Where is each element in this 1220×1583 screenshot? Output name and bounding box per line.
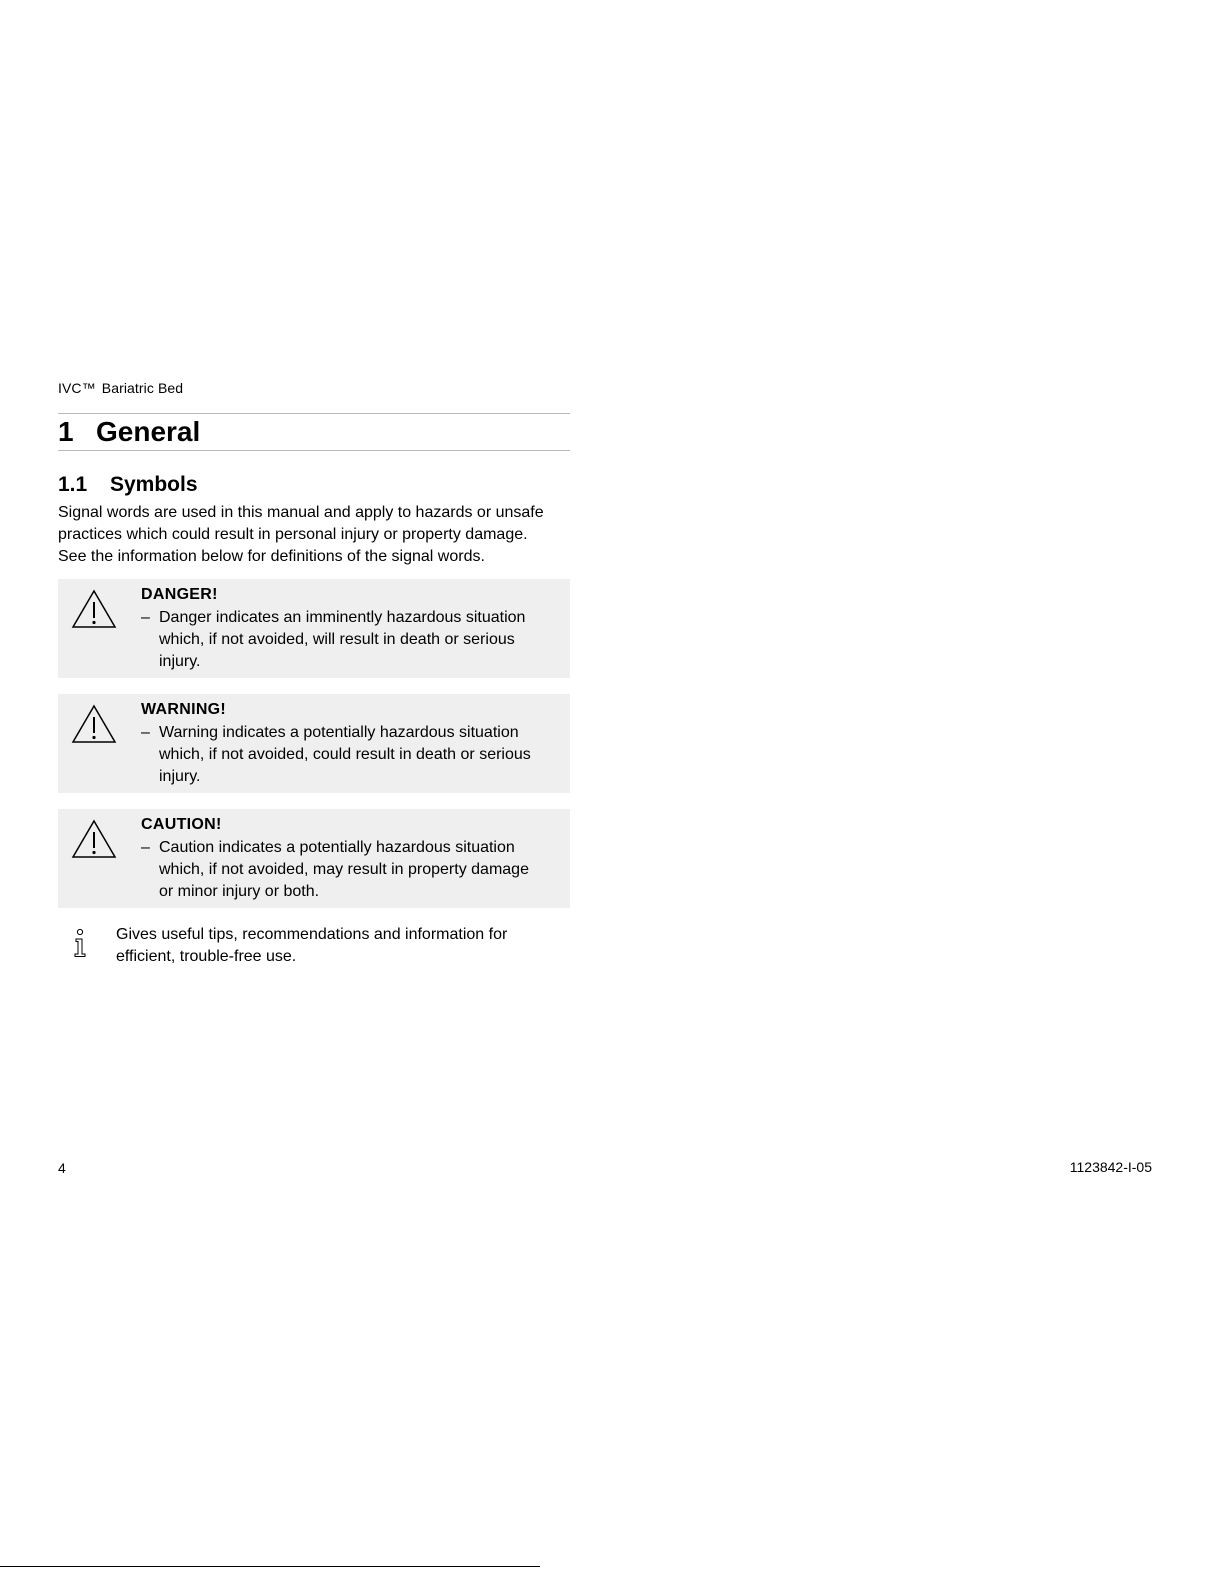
chapter-title: General xyxy=(96,416,201,447)
chapter-rule-bottom xyxy=(58,450,570,451)
running-header xyxy=(58,380,183,396)
warning-triangle-icon xyxy=(71,819,117,859)
info-icon xyxy=(70,928,90,960)
tip-line: Gives useful tips, recommendations and information for xyxy=(116,926,508,943)
intro-line: See the information below for definitions of the signal words. xyxy=(58,548,485,565)
danger-line: injury. xyxy=(159,653,201,670)
header-product: Bariatric Bed xyxy=(101,380,184,396)
caution-line: which, if not avoided, may result in property damage xyxy=(159,861,529,878)
chapter-rule-top xyxy=(58,413,570,414)
list-dash: – xyxy=(141,609,150,626)
warning-line: which, if not avoided, could result in death or serious xyxy=(159,746,531,763)
warning-line: injury. xyxy=(159,768,201,785)
section-title: Symbols xyxy=(110,473,198,496)
caution-notice xyxy=(58,809,570,908)
warning-line: Warning indicates a potentially hazardous situation xyxy=(159,724,519,741)
warning-triangle-icon xyxy=(71,589,117,629)
caution-description xyxy=(141,837,566,903)
intro-line: Signal words are used in this manual and apply to hazards or unsafe xyxy=(58,504,544,521)
intro-line: practices which could result in personal injury or property damage. xyxy=(58,526,528,543)
page-number: 4 xyxy=(58,1160,66,1176)
crop-mark-line xyxy=(0,1566,540,1567)
danger-line: Danger indicates an imminently hazardous situation xyxy=(159,609,526,626)
chapter-heading xyxy=(58,415,200,449)
header-brand: IVC™ xyxy=(58,380,96,396)
document-number: 1123842-I-05 xyxy=(1069,1159,1152,1175)
warning-description xyxy=(141,722,566,788)
chapter-number: 1 xyxy=(58,416,74,447)
list-dash: – xyxy=(141,724,150,741)
danger-notice xyxy=(58,579,570,678)
warning-title: WARNING! xyxy=(141,701,227,718)
tip-line: efficient, trouble-free use. xyxy=(116,948,297,965)
warning-triangle-icon xyxy=(71,704,117,744)
caution-line: Caution indicates a potentially hazardous situation xyxy=(159,839,515,856)
intro-paragraph xyxy=(58,502,570,568)
danger-line: which, if not avoided, will result in death or serious xyxy=(159,631,515,648)
caution-title: CAUTION! xyxy=(141,816,222,833)
tip-text xyxy=(116,924,570,968)
danger-title: DANGER! xyxy=(141,586,218,603)
section-heading xyxy=(58,471,198,499)
danger-description xyxy=(141,607,566,673)
list-dash: – xyxy=(141,839,150,856)
warning-notice xyxy=(58,694,570,793)
caution-line: or minor injury or both. xyxy=(159,883,320,900)
section-number: 1.1 xyxy=(58,473,88,496)
